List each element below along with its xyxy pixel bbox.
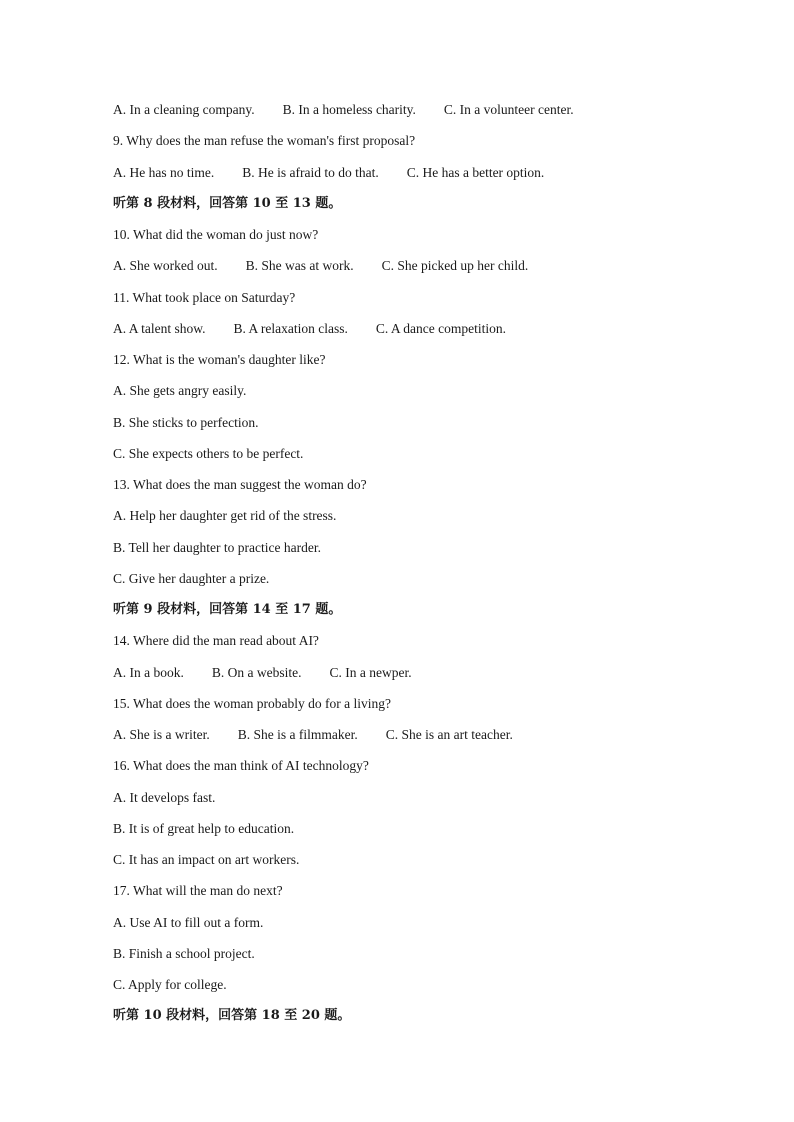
answer-options-row — [113, 99, 713, 130]
question-text: 16. What does the man think of AI technology? — [113, 758, 369, 774]
question-text: A. She gets angry easily. — [113, 383, 247, 399]
answer-options-row — [113, 255, 713, 286]
answer-option: C. In a newper. — [329, 664, 412, 680]
answer-option: C. He has a better option. — [406, 164, 545, 180]
question-text: B. Finish a school project. — [113, 945, 255, 961]
section-heading: 听第 9 段材料，回答第 14 至 17 题。 — [113, 602, 342, 617]
section-heading: 听第 10 段材料，回答第 18 至 20 题。 — [113, 1008, 351, 1024]
answer-option: A. In a book. — [113, 664, 184, 680]
question-text: B. It is of great help to education. — [113, 820, 295, 836]
answer-option: B. On a website. — [211, 664, 302, 680]
question-text: 10. What did the woman do just now? — [113, 227, 319, 242]
answer-options-row — [113, 662, 713, 693]
answer-option: A. She is a writer. — [113, 727, 210, 742]
question-text: B. Tell her daughter to practice harder. — [113, 539, 321, 555]
answer-options-row — [113, 162, 713, 193]
answer-option: A. She worked out. — [113, 258, 218, 274]
exam-page — [113, 99, 713, 1037]
answer-option: B. In a homeless charity. — [282, 102, 416, 117]
question-text: 12. What is the woman's daughter like? — [113, 352, 326, 367]
question-text: C. Apply for college. — [113, 977, 227, 992]
question-text: A. Use AI to fill out a form. — [113, 914, 264, 930]
question-text: 15. What does the woman probably do for a living? — [113, 695, 391, 711]
question-text: 13. What does the man suggest the woman do? — [113, 477, 367, 492]
question-text: B. She sticks to perfection. — [113, 414, 259, 430]
answer-options-row — [113, 724, 713, 755]
answer-option: C. She is an art teacher. — [385, 727, 513, 742]
answer-option: B. She was at work. — [245, 258, 354, 274]
answer-option: A. He has no time. — [113, 164, 215, 180]
answer-option: B. A relaxation class. — [233, 320, 348, 336]
question-text: 14. Where did the man read about AI? — [113, 633, 319, 649]
question-text: A. Help her daughter get rid of the stress. — [113, 508, 337, 524]
question-text: 17. What will the man do next? — [113, 883, 283, 899]
question-text: C. It has an impact on art workers. — [113, 852, 300, 867]
question-text: 11. What took place on Saturday? — [113, 289, 296, 305]
question-text: C. Give her daughter a prize. — [113, 570, 270, 586]
answer-option: A. In a cleaning company. — [113, 102, 255, 117]
question-text: A. It develops fast. — [113, 789, 216, 805]
question-text: 9. Why does the man refuse the woman's first proposal? — [113, 133, 416, 149]
answer-option: C. A dance competition. — [375, 320, 506, 336]
question-text: C. She expects others to be perfect. — [113, 445, 304, 461]
answer-option: A. A talent show. — [113, 320, 206, 336]
answer-options-row — [113, 318, 713, 349]
answer-option: B. She is a filmmaker. — [237, 727, 358, 742]
section-heading: 听第 8 段材料，回答第 10 至 13 题。 — [113, 195, 342, 211]
answer-option: B. He is afraid to do that. — [242, 164, 379, 180]
answer-option: C. She picked up her child. — [381, 258, 529, 274]
answer-option: C. In a volunteer center. — [443, 102, 574, 117]
